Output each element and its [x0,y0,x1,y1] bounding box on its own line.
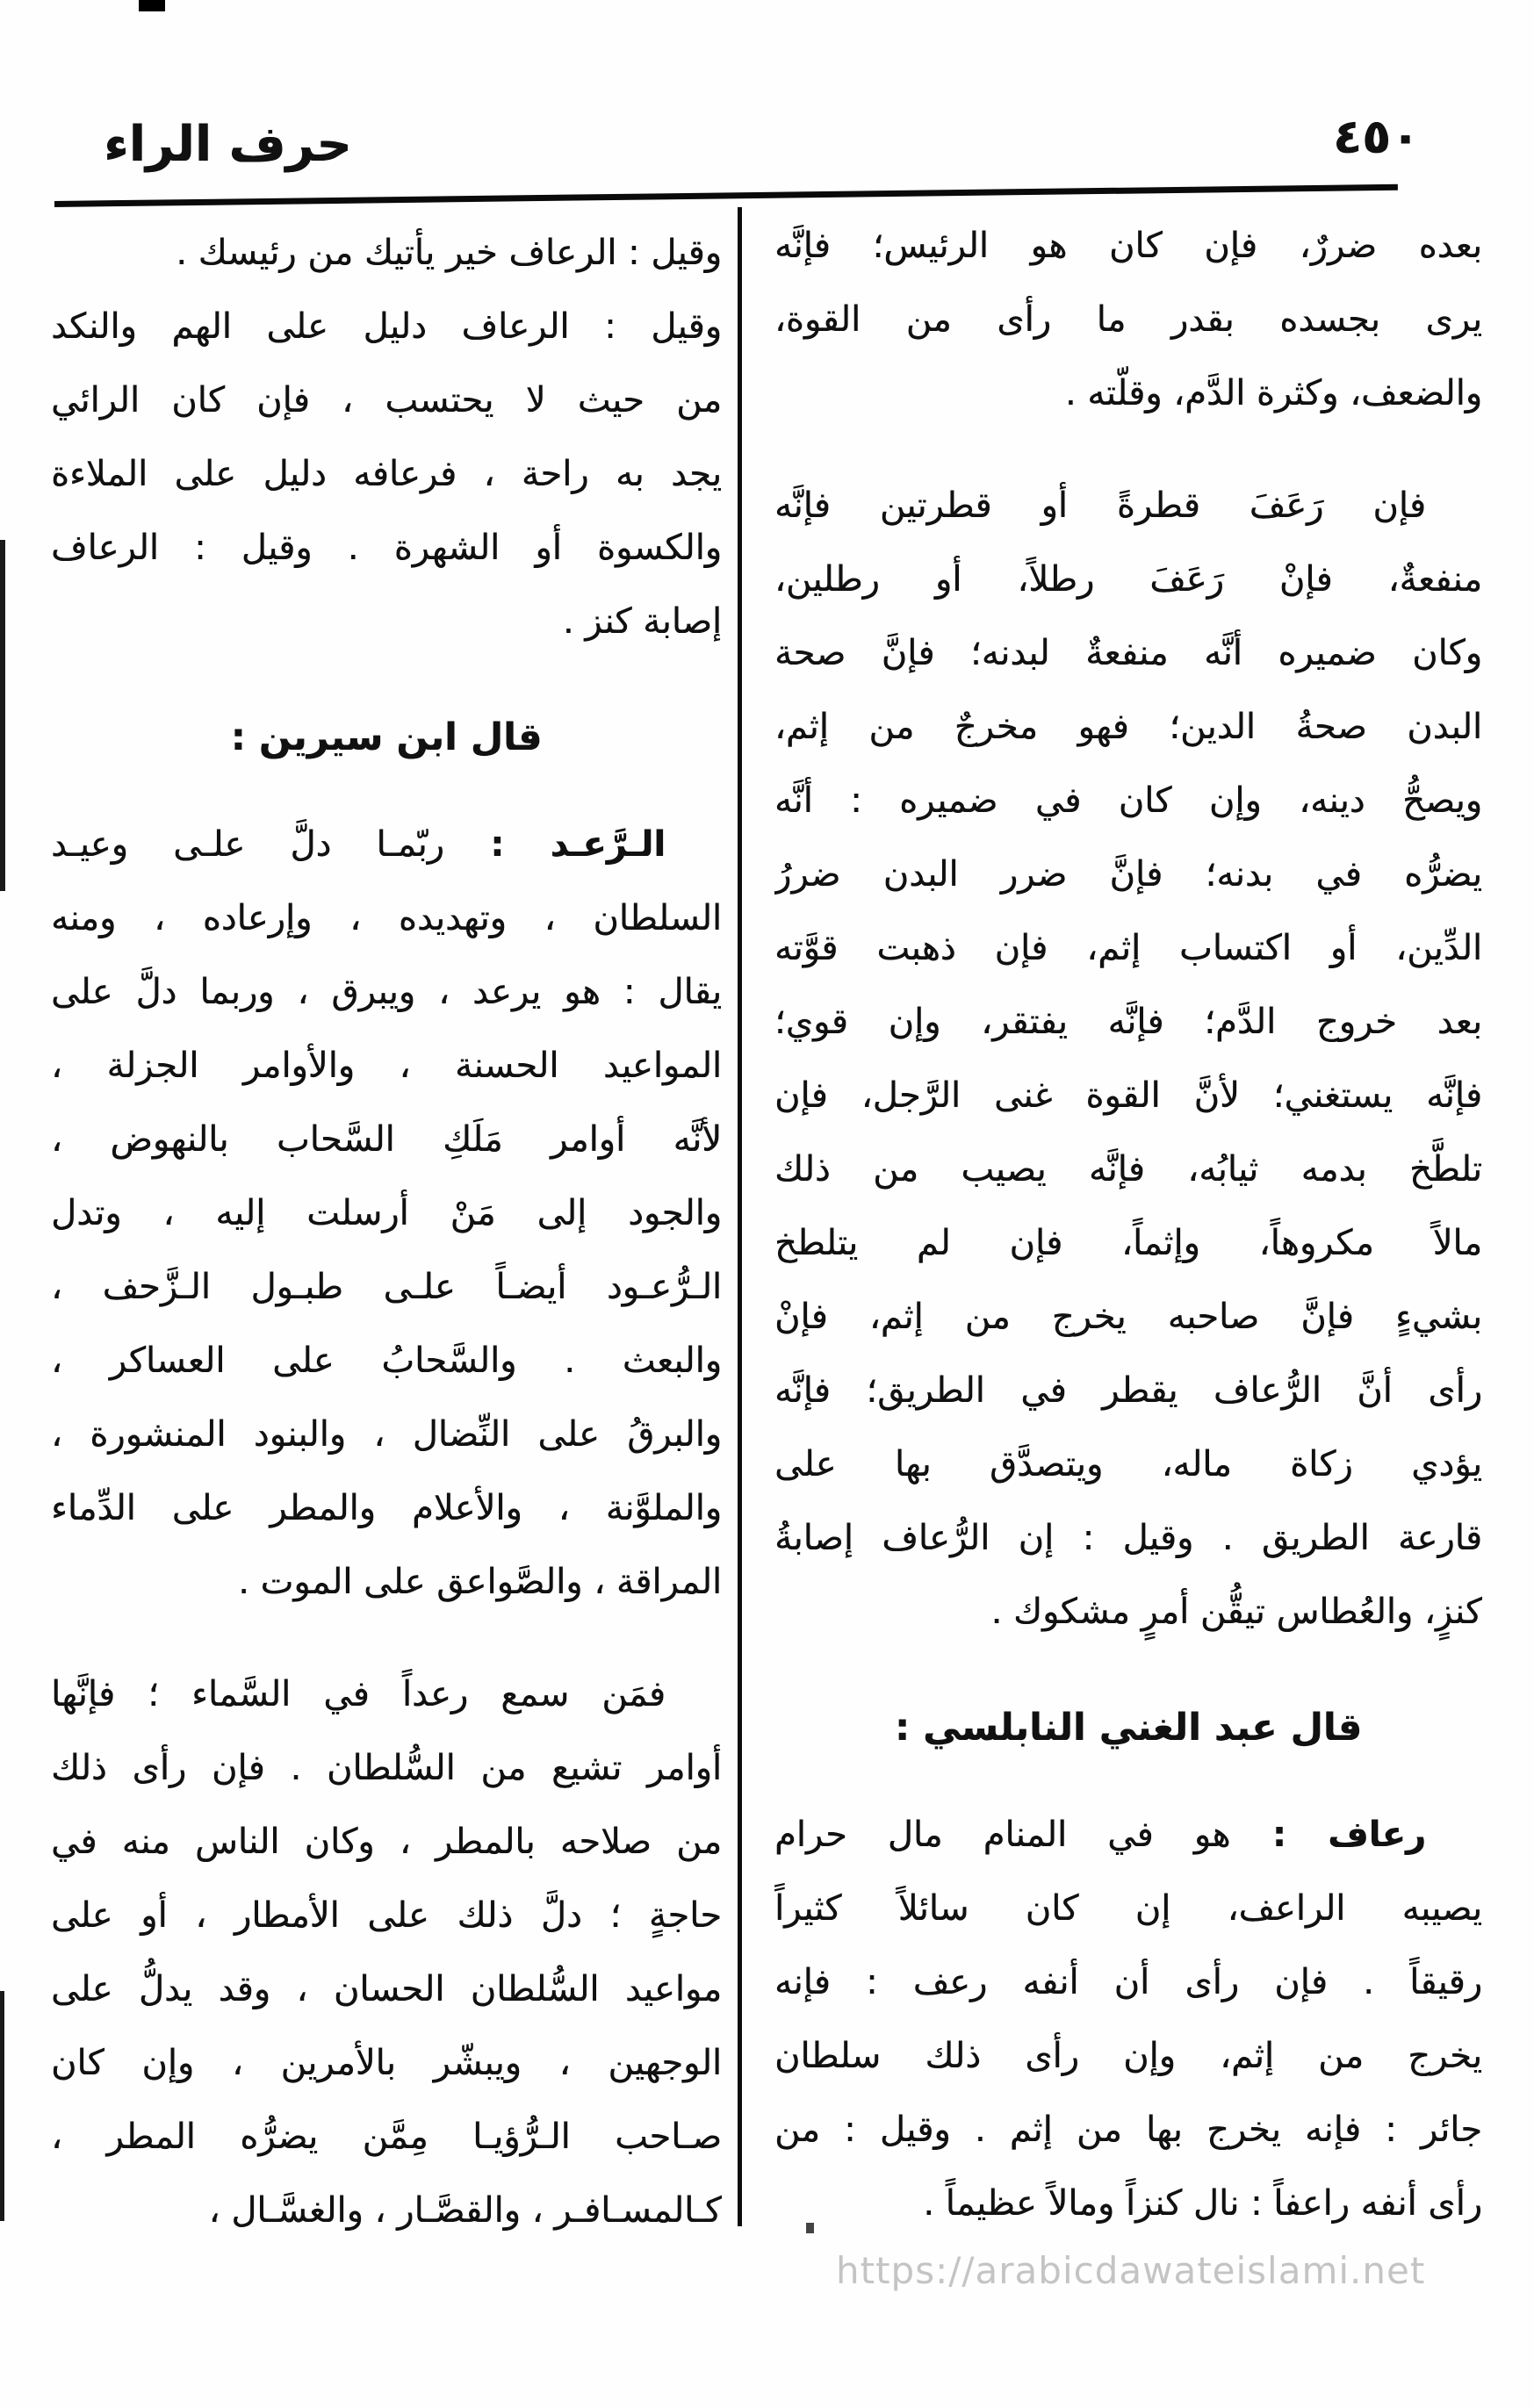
text-line: تلطَّخ بدمه ثيابُه، فإنَّه يصيب من ذلك [774,1149,1482,1190]
section-heading: قال ابن سيرين : [230,715,543,759]
text-line: صـاحب الـرُّؤيـا مِمَّن يضرُّه المطر ، [51,2117,722,2157]
text-line: منفعةٌ، فإنْ رَعَفَ رطلاً، أو رطلين، [774,559,1482,600]
text-line: لأنَّه أوامر مَلَكِ السَّحاب بالنهوض ، [51,1119,722,1160]
text-line: إصابة كنز . [562,601,722,642]
paragraph-gap [774,430,1482,469]
text-line: رأى أنفه راعفاً : نال كنزاً ومالاً عظيماً . [923,2183,1482,2224]
term-lead-bold: رعاف : [1230,1815,1426,1855]
text-line: بشيءٍ فإنَّ صاحبه يخرج من إثم، فإنْ [774,1297,1482,1337]
text-line: يقال : هو يرعد ، ويبرق ، وربما دلَّ على [51,972,722,1012]
text-line: رأى أنَّ الرُّعاف يقطر في الطريق؛ فإنَّه [774,1370,1482,1411]
text-column-right [774,209,1482,2240]
text-line: من صلاحه بالمطر ، وكان الناس منه في [51,1822,722,1862]
text-line: المراقة ، والصَّواعق على الموت . [238,1562,722,1602]
watermark-url: https://arabicdawateislami.net [836,2249,1426,2292]
scan-artifact [806,2223,814,2233]
text-line: يصيبه الراعف، إن كان سائلاً كثيراً [774,1888,1482,1929]
text-line: فإنَّه يستغني؛ لأنَّ القوة غنى الرَّجل، فإن [774,1075,1482,1116]
scan-artifact [0,540,5,891]
text-line: كنزٍ، والعُطاس تيقُّن أمرٍ مشكوك . [990,1592,1482,1632]
text-line: وقيل : الرعاف دليل على الهم والنكد [51,306,722,347]
column-divider [738,207,742,2226]
text-line: والبعث . والسَّحابُ على العساكر ، [51,1341,722,1381]
text-line: الـرَّعـد : ربّمـا دلَّ علـى وعيـد [51,824,666,865]
text-line: قارعة الطريق . وقيل : إن الرُّعاف إصابةُ [774,1518,1482,1558]
text-line: المواعيد الحسنة ، والأوامر الجزلة ، [51,1046,722,1086]
text-line: والكسوة أو الشهرة . وقيل : الرعاف [51,528,722,568]
text-line: مواعيد السُّلطان الحسان ، وقد يدلُّ على [51,1969,722,2009]
text-line: والضعف، وكثرة الدَّم، وقلّته . [1064,373,1482,413]
text-line: كـالمسـافـر ، والقصَّـار ، والغسَّـال ، [208,2190,722,2231]
text-line: الوجهين ، ويبشّر بالأمرين ، وإن كان [51,2043,722,2083]
text-line: والجود إلى مَنْ أرسلت إليه ، وتدل [51,1193,722,1233]
text-line: البدن صحةُ الدين؛ فهو مخرجٌ من إثم، [774,707,1482,747]
scan-artifact [0,1991,4,2221]
text-line: مالاً مكروهاً، وإثماً، فإن لم يتلطخ [774,1223,1482,1263]
text-line: يؤدي زكاة ماله، ويتصدَّق بها على [774,1444,1482,1484]
text-line: والملوَّنة ، والأعلام والمطر على الدِّماء [51,1488,722,1528]
text-line: رقيقاً . فإن رأى أن أنفه رعف : فإنه [774,1962,1482,2002]
chapter-title: حرف الراء [104,116,352,173]
text-line: يخرج من إثم، وإن رأى ذلك سلطان [774,2036,1482,2076]
text-line: فإن رَعَفَ قطرةً أو قطرتين فإنَّه [774,485,1426,526]
text-line: السلطان ، وتهديده ، وإرعاده ، ومنه [51,898,722,938]
text-line: يجد به راحة ، فرعافه دليل على الملاءة [51,454,722,494]
scan-artifact [139,0,165,11]
text-line: بعد خروج الدَّم؛ فإنَّه يفتقر، وإن قوي؛ [774,1002,1482,1042]
text-line: من حيث لا يحتسب ، فإن كان الرائي [51,380,722,421]
text-column-left [51,216,722,2247]
text-line: رعاف : هو في المنام مال حرام [774,1815,1426,1855]
text-line: والبرقُ على النِّضال ، والبنود المنشورة ، [51,1414,722,1455]
text-line: ويصحُّ دينه، وإن كان في ضميره : أنَّه [774,780,1482,821]
paragraph-gap [51,1619,722,1657]
text-line: حاجةٍ ؛ دلَّ ذلك على الأمطار ، أو على [51,1895,722,1936]
header-rule [54,184,1398,207]
text-line: وكان ضميره أنَّه منفعةٌ لبدنه؛ فإنَّ صحة [774,633,1482,673]
text-line: يضرُّه في بدنه؛ فإنَّ ضرر البدن ضررُ [774,854,1482,895]
text-line: بعده ضررٌ، فإن كان هو الرئيس؛ فإنَّه [774,226,1482,266]
text-line: يرى بجسده بقدر ما رأى من القوة، [774,299,1482,340]
term-lead-bold: الـرَّعـد : [443,824,666,865]
text-line: أوامر تشيع من السُّلطان . فإن رأى ذلك [51,1748,722,1788]
text-line: الـرُّعـود أيضـاً علـى طبـول الـزَّحف ، [51,1267,722,1307]
section-heading: قال عبد الغني النابلسي : [894,1706,1363,1750]
text-line: فمَن سمع رعداً في السَّماء ؛ فإنَّها [51,1674,666,1714]
text-line: جائر : فإنه يخرج بها من إثم . وقيل : من [774,2110,1482,2150]
text-line: الدِّين، أو اكتساب إثم، فإن ذهبت قوَّته [774,928,1482,968]
page-number: ٤٥٠ [1333,109,1420,164]
text-line: وقيل : الرعاف خير يأتيك من رئيسك . [176,233,722,273]
